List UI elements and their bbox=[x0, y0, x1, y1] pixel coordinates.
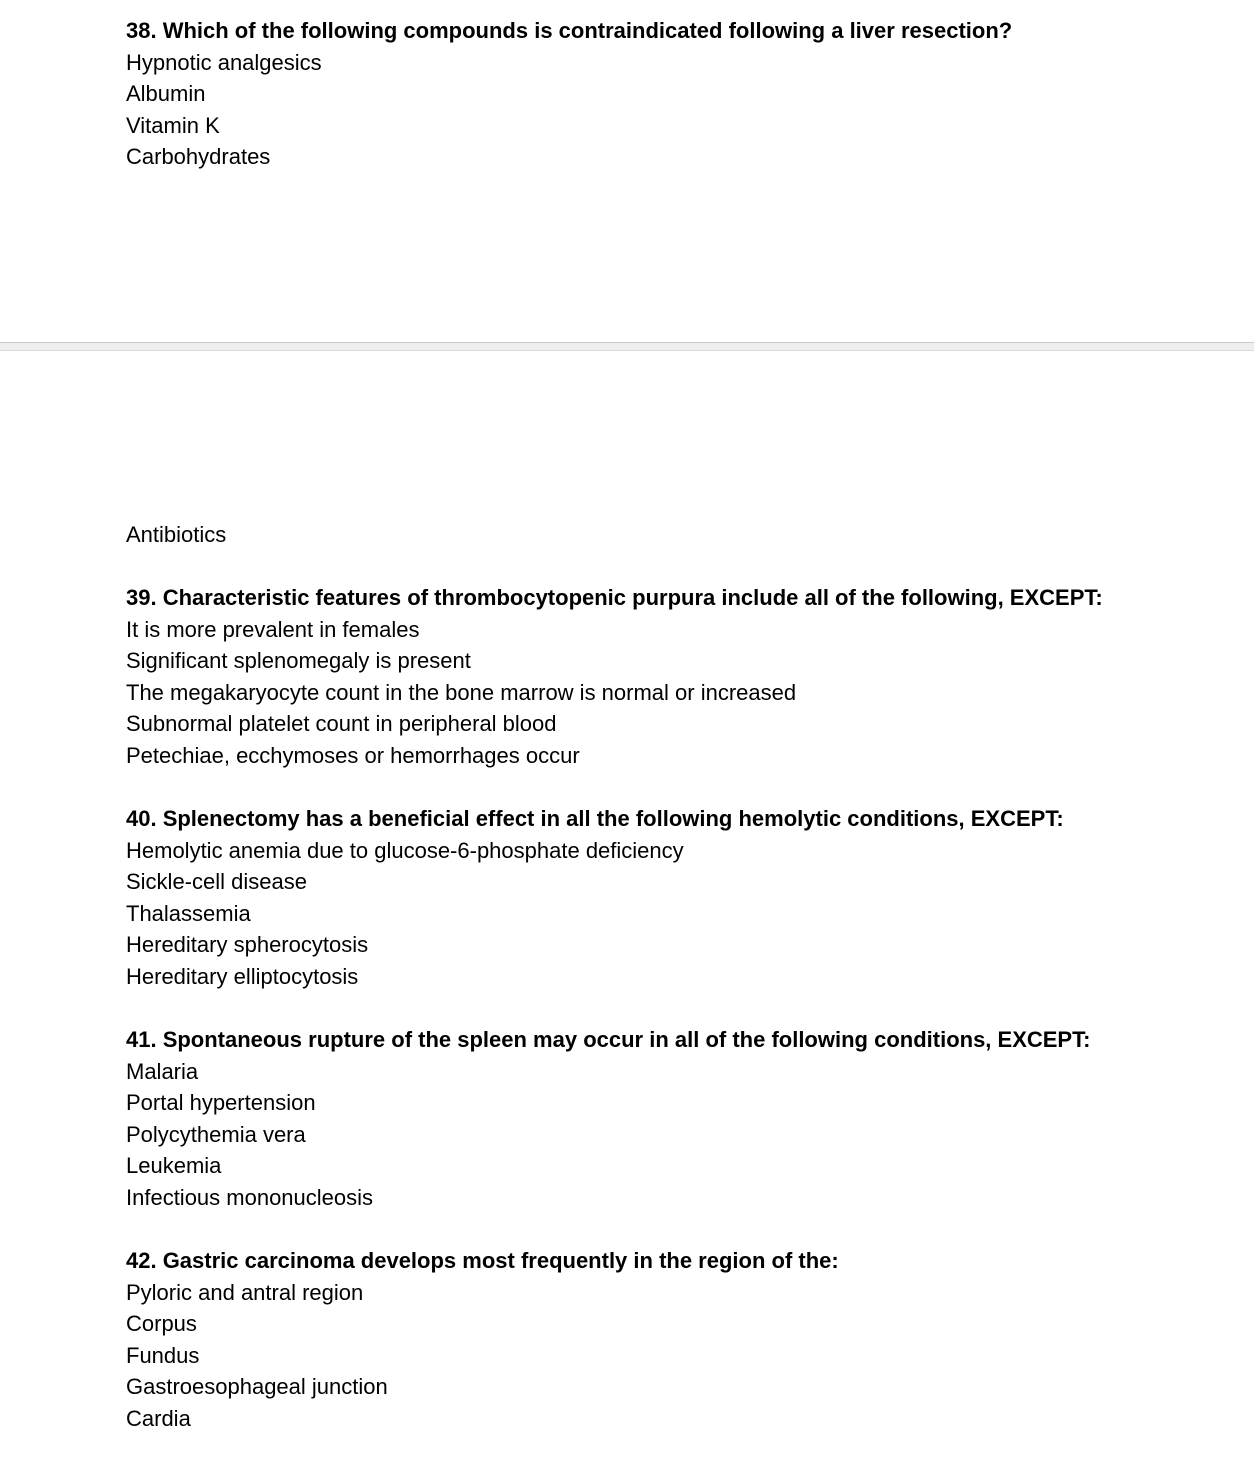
question-42-title: 42. Gastric carcinoma develops most frequently in the region of the: bbox=[126, 1248, 839, 1273]
question-40-option-5: Hereditary elliptocytosis bbox=[126, 963, 359, 989]
question-40-option-2: Sickle-cell disease bbox=[126, 869, 307, 894]
question-38-option-3: Vitamin K bbox=[126, 112, 220, 138]
question-42-option-5: Cardia bbox=[126, 1405, 191, 1431]
question-38-option-4: Carbohydrates bbox=[126, 144, 271, 169]
question-41 bbox=[126, 1024, 1226, 1213]
question-39-option-1: It is more prevalent in females bbox=[126, 616, 420, 642]
question-41-option-4: Leukemia bbox=[126, 1153, 222, 1178]
question-42-option-4: Gastroesophageal junction bbox=[126, 1374, 388, 1399]
question-40-option-4: Hereditary spherocytosis bbox=[126, 932, 369, 957]
question-38-option-5: Antibiotics bbox=[126, 522, 227, 547]
question-39-option-2: Significant splenomegaly is present bbox=[126, 648, 471, 673]
question-41-title: 41. Spontaneous rupture of the spleen may occur in all of the following conditions, EXCEPT: bbox=[126, 1027, 1091, 1052]
question-38 bbox=[126, 15, 1226, 173]
question-41-option-3: Polycythemia vera bbox=[126, 1121, 306, 1147]
document-page-1 bbox=[0, 0, 1254, 343]
question-38-option-1: Hypnotic analgesics bbox=[126, 49, 322, 75]
page-break-divider bbox=[0, 342, 1254, 351]
question-39-option-4: Subnormal platelet count in peripheral blood bbox=[126, 711, 557, 736]
question-41-option-2: Portal hypertension bbox=[126, 1090, 316, 1115]
question-42-option-3: Fundus bbox=[126, 1342, 200, 1368]
document-page-2 bbox=[0, 351, 1254, 1462]
question-40-option-3: Thalassemia bbox=[126, 900, 251, 926]
question-38-continued bbox=[126, 519, 1226, 551]
question-38-title: 38. Which of the following compounds is contraindicated following a liver resection? bbox=[126, 18, 1013, 43]
question-42 bbox=[126, 1245, 1226, 1434]
question-39-title: 39. Characteristic features of thrombocytopenic purpura include all of the following, EXCEPT: bbox=[126, 585, 1103, 610]
question-41-option-1: Malaria bbox=[126, 1058, 199, 1084]
question-40 bbox=[126, 803, 1226, 992]
question-39-option-5: Petechiae, ecchymoses or hemorrhages occur bbox=[126, 742, 580, 768]
question-39-option-3: The megakaryocyte count in the bone marrow is normal or increased bbox=[126, 679, 797, 705]
question-42-option-2: Corpus bbox=[126, 1311, 197, 1336]
question-39 bbox=[126, 582, 1226, 771]
question-42-option-1: Pyloric and antral region bbox=[126, 1279, 364, 1305]
question-40-title: 40. Splenectomy has a beneficial effect in all the following hemolytic conditions, EXCEPT: bbox=[126, 806, 1064, 831]
question-41-option-5: Infectious mononucleosis bbox=[126, 1184, 374, 1210]
question-38-option-2: Albumin bbox=[126, 81, 206, 106]
question-40-option-1: Hemolytic anemia due to glucose-6-phosphate deficiency bbox=[126, 837, 684, 863]
